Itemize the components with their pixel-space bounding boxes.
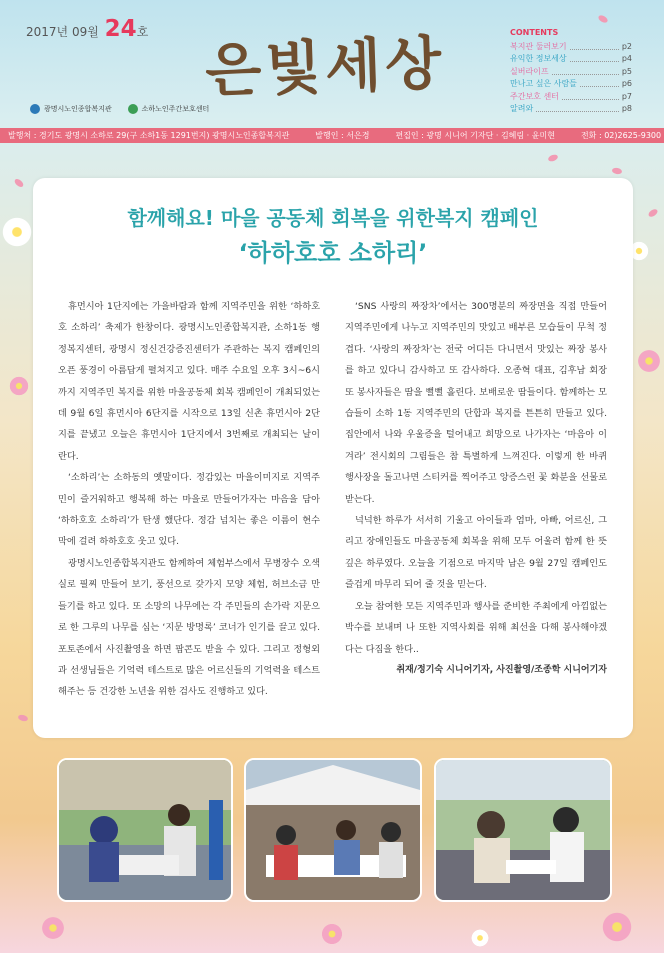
contents-leader-dots bbox=[570, 43, 619, 50]
contents-item bbox=[510, 78, 632, 91]
contents-item-page: p2 bbox=[621, 41, 632, 51]
contents-item-page: p7 bbox=[621, 91, 632, 101]
publisher-text: 발행인 : 서은경 bbox=[315, 131, 370, 140]
petal-decoration bbox=[547, 153, 558, 162]
contents-item bbox=[510, 103, 632, 116]
article-column-left bbox=[58, 296, 320, 703]
issue-suffix: 호 bbox=[136, 25, 149, 39]
petal-decoration bbox=[17, 714, 28, 722]
contents-item bbox=[510, 53, 632, 66]
petal-decoration bbox=[13, 177, 25, 188]
article-byline: 취재/정기숙 시니어기자, 사진촬영/조종학 시니어기자 bbox=[396, 664, 607, 675]
article-paragraph: 휴먼시아 1단지에는 가을바람과 함께 지역주민을 위한 ‘하하호호 소하리’ 축제가 한창이다. 광명시노인종합복지관, 소하1동 행정복지센터, 광명시 정신건강증진센터가 주관하는 복지 캠페인의 오픈 풍경이 아름답게 펼쳐지고 있다. 매주 수요일 오후 3시~6시까지 지역주민 복지를 위한 마을공동체 회복 캠페인이 개최되었는데 9월 6일 휴먼시아 6단지를 시작으로 13일 신촌 휴먼시아 2단지를 끝냈고 오늘은 휴먼시아 1단지에서 3번째로 개최되는 날이란다. bbox=[58, 301, 320, 462]
contents-item-title: 유익한 정보세상 bbox=[510, 54, 567, 64]
contents-leader-dots bbox=[580, 80, 619, 87]
phone-text: 전화 : 02)2625-9300 bbox=[580, 131, 662, 140]
contents-list bbox=[510, 40, 632, 115]
contents-item bbox=[510, 65, 632, 78]
publisher-daycare-center bbox=[128, 104, 210, 114]
flower-decoration bbox=[0, 215, 34, 249]
contents-item-title: 알려와 bbox=[510, 104, 534, 114]
issue-month: 09월 bbox=[71, 25, 99, 39]
flower-decoration bbox=[40, 915, 66, 941]
welfare-center-logo-icon bbox=[30, 104, 40, 114]
contents-item-title: 만나고 싶은 사람들 bbox=[510, 79, 577, 89]
contents-title: CONTENTS bbox=[510, 28, 559, 37]
flower-decoration bbox=[8, 375, 30, 397]
article-paragraph: ‘소하리’는 소하동의 옛말이다. 정감있는 마을이미지로 지역주민이 즐거워하고 행복해 하는 마을로 만들어가자는 마음을 담아 ‘하하호호 소하리’가 탄생 했단다. 정감 넘치는 좋은 이름이 현수막에 걸려 하하호호 웃고 있다. bbox=[58, 472, 320, 548]
contents-leader-dots bbox=[536, 105, 619, 112]
flower-decoration bbox=[470, 928, 490, 948]
photo-image bbox=[246, 760, 420, 900]
publisher-name: 광명시노인종합복지관 bbox=[44, 105, 112, 113]
contents-leader-dots bbox=[562, 93, 619, 100]
table-of-contents bbox=[510, 28, 632, 115]
article-card bbox=[33, 178, 633, 738]
contents-item-page: p5 bbox=[621, 66, 632, 76]
event-photo-craft-booth bbox=[57, 758, 233, 902]
masthead-title: 은빛세상 bbox=[204, 28, 447, 106]
article-paragraph: 광명시노인종합복지관도 함께하여 체험부스에서 무병장수 오색실로 필찌 만들어 보기, 풍선으로 갖가지 모양 체험, 허브소금 만들기를 하고 있다. 또 소망의 나무에는 각 주민들의 손가락 지문으로 한 그루의 나무를 심는 ‘지문 방명록’ 코너가 인기를 끌고 있다. 포토존에서 사진촬영을 하면 팝콘도 받을 수 있다. 그리고 정형외과 선생님들은 기억력 테스트로 많은 어르신들의 기억력을 테스트해주는 등 건강한 노년을 위한 검사도 진행하고 있다. bbox=[58, 557, 320, 698]
contents-item-page: p4 bbox=[621, 54, 632, 64]
event-photo-memory-test bbox=[434, 758, 612, 902]
contents-item-title: 주간보호 센터 bbox=[510, 91, 559, 101]
flower-decoration bbox=[320, 922, 344, 946]
petal-decoration bbox=[612, 167, 623, 175]
event-photo-tent-booth bbox=[244, 758, 422, 902]
contents-item-title: 복지관 둘러보기 bbox=[510, 41, 567, 51]
address-text: 발행처 : 경기도 광명시 소하로 29(구 소하1동 1291번지) 광명시노인종합복지관 bbox=[8, 131, 290, 140]
publication-info-bar bbox=[0, 128, 664, 143]
contents-item-title: 실버라이프 bbox=[510, 66, 549, 76]
flower-decoration bbox=[600, 910, 634, 944]
daycare-center-logo-icon bbox=[128, 104, 138, 114]
publisher-welfare-center bbox=[30, 104, 112, 114]
contents-item bbox=[510, 40, 632, 53]
issue-number: 24 bbox=[104, 16, 137, 42]
contents-item-page: p8 bbox=[621, 104, 632, 114]
article-column-right bbox=[345, 296, 607, 681]
publisher-name: 소하노인주간보호센터 bbox=[141, 105, 210, 113]
contents-leader-dots bbox=[570, 55, 619, 62]
article-paragraph: 넉넉한 하루가 서서히 기울고 아이들과 엄마, 아빠, 어르신, 그리고 장애인들도 마을공동체 회복을 위해 모두 어울려 함께 한 뜻깊은 하루였다. 오늘을 기점으로 마지막 남은 9월 27일 캠페인도 즐겁게 마무리 되어 줄 것을 믿는다. bbox=[345, 515, 607, 591]
contents-leader-dots bbox=[552, 68, 619, 75]
contents-item-page: p6 bbox=[621, 79, 632, 89]
article-paragraph: 오늘 참여한 모든 지역주민과 행사를 준비한 주최에게 아낌없는 박수를 보내며 나 또한 지역사회를 위해 최선을 다해 봉사해야겠다는 다짐을 한다.. bbox=[345, 600, 607, 655]
photo-image bbox=[59, 760, 231, 900]
editor-text: 편집인 : 광명 시니어 기자단 · 김혜림 · 윤미현 bbox=[395, 131, 555, 140]
publisher-logos bbox=[30, 104, 209, 114]
article-title: 함께해요! 마을 공동체 회복을 위한복지 캠페인 bbox=[127, 206, 539, 230]
issue-year: 2017년 bbox=[26, 25, 69, 39]
petal-decoration bbox=[647, 208, 659, 219]
article-paragraph: ‘SNS 사랑의 짜장차’에서는 300명분의 짜장면을 직접 만들어 지역주민에게 나누고 지역주민의 맛있고 배부른 모습들이 무척 정겹다. ‘사랑의 짜장차’는 전국 어디든 다니면서 맛있는 짜장 봉사를 하고 있다니 감사하고 또 감사하다. 오종혁 대표, 김후남 회장 또 봉사자들은 땀을 뻘뻘 흘린다. 보배로운 땀들이다. 함께하는 모습들이 소하 1동 지역주민의 단합과 복지를 튼튼히 만들고 있다. 집안에서 나와 우울증을 털어내고 희망으로 나가자는 ‘마음아 이겨라’ 전시회의 그림들은 참 특별하게 느껴진다. 이렇게 한 바퀴 행사장을 돌고나면 스티커를 찍어주고 앙증스런 꽃 화분을 선물로 받는다. bbox=[345, 301, 607, 505]
article-subtitle: ‘하하호호 소하리’ bbox=[238, 239, 428, 267]
photo-image bbox=[436, 760, 610, 900]
newsletter-header bbox=[0, 0, 664, 128]
issue-info bbox=[26, 16, 148, 42]
flower-decoration bbox=[636, 348, 662, 374]
contents-item bbox=[510, 90, 632, 103]
